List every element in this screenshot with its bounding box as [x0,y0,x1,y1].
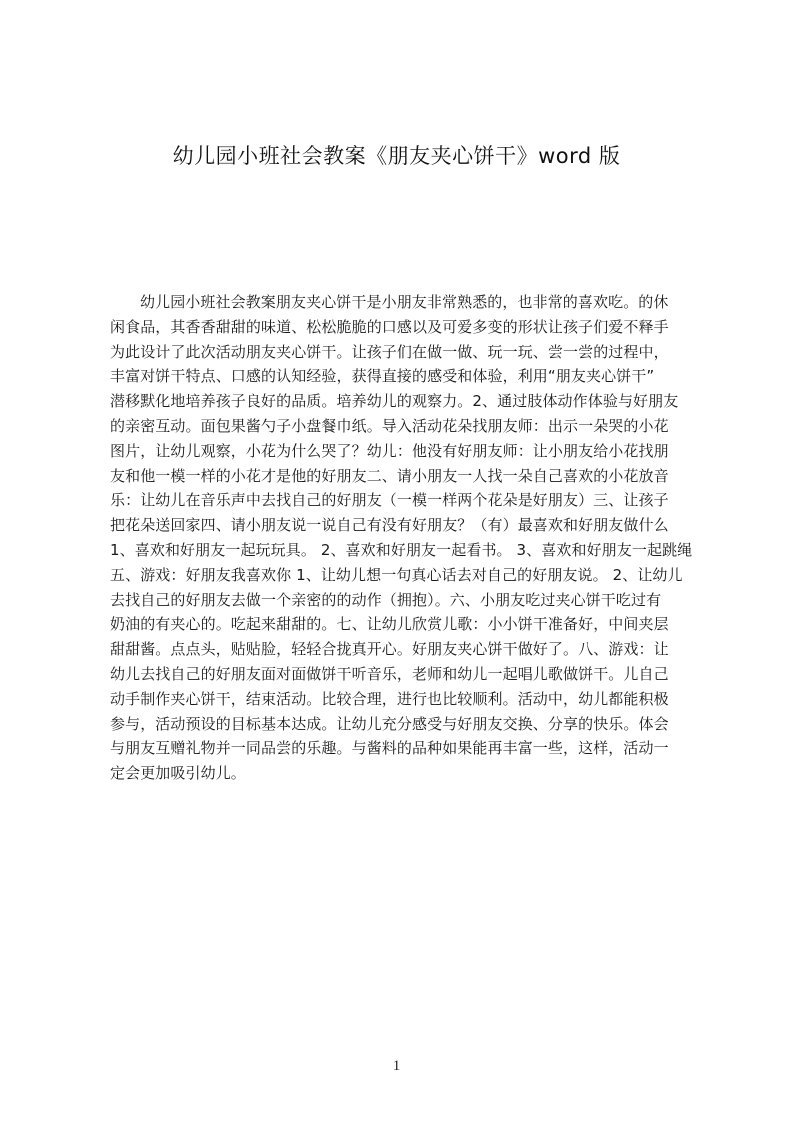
body-line: 友和他一模一样的小花才是他的好朋友二、请小朋友一人找一朵自己喜欢的小花放音 [110,466,669,485]
body-line: 的亲密互动。面包果酱勺子小盘餐巾纸。导入活动花朵找朋友师：出示一朵哭的小花 [110,416,669,435]
body-line: 丰富对饼干特点、口感的认知经验，获得直接的感受和体验，利用“朋友夹心饼干” [110,367,655,386]
body-line: 动手制作夹心饼干，结束活动。比较合理，进行也比较顺利。活动中，幼儿都能积极 [110,689,669,708]
body-line: 五、游戏：好朋友我喜欢你 1、让幼儿想一句真心话去对自己的好朋友说。 2、让幼儿 [110,565,683,584]
body-line: 闲食品，其香香甜甜的味道、松松脆脆的口感以及可爱多变的形状让孩子们爱不释手 [110,317,669,336]
body-line: 图片，让幼儿观察，小花为什么哭了？幼儿：他没有好朋友师：让小朋友给小花找朋 [110,441,669,460]
body-line: 把花朵送回家四、请小朋友说一说自己有没有好朋友？（有）最喜欢和好朋友做什么 [110,516,669,535]
body-line: 为此设计了此次活动朋友夹心饼干。让孩子们在做一做、玩一玩、尝一尝的过程中， [110,342,669,361]
body-line: 潜移默化地培养孩子良好的品质。培养幼儿的观察力。2、通过肢体动作体验与好朋友 [110,392,679,411]
document-title: 幼儿园小班社会教案《朋友夹心饼干》word 版 [172,144,621,168]
body-line: 定会更加吸引幼儿。 [110,764,246,783]
body-line: 乐：让幼儿在音乐声中去找自己的好朋友（一模一样两个花朵是好朋友）三、让孩子 [110,491,669,510]
body-line: 去找自己的好朋友去做一个亲密的的动作（拥抱）。六、小朋友吃过夹心饼干吃过有 [110,590,662,609]
body-line: 幼儿园小班社会教案朋友夹心饼干是小朋友非常熟悉的，也非常的喜欢吃。的休 [140,293,669,311]
document-body [110,290,700,830]
body-line: 幼儿去找自己的好朋友面对面做饼干听音乐，老师和幼儿一起唱儿歌做饼干。儿自己 [110,664,669,683]
body-line: 1、喜欢和好朋友一起玩玩具。 2、喜欢和好朋友一起看书。 3、喜欢和好朋友一起跳绳 [110,540,693,559]
body-line: 甜甜酱。点点头，贴贴脸，轻轻合拢真开心。好朋友夹心饼干做好了。八、游戏：让 [110,640,669,659]
body-line: 奶油的有夹心的。吃起来甜甜的。七、让幼儿欣赏儿歌：小小饼干准备好，中间夹层 [110,615,669,634]
page-number: 1 [392,1058,401,1074]
body-line: 与朋友互赠礼物并一同品尝的乐趣。与酱料的品种如果能再丰富一些，这样，活动一 [110,739,669,758]
body-line: 参与，活动预设的目标基本达成。让幼儿充分感受与好朋友交换、分享的快乐。体会 [110,714,669,733]
